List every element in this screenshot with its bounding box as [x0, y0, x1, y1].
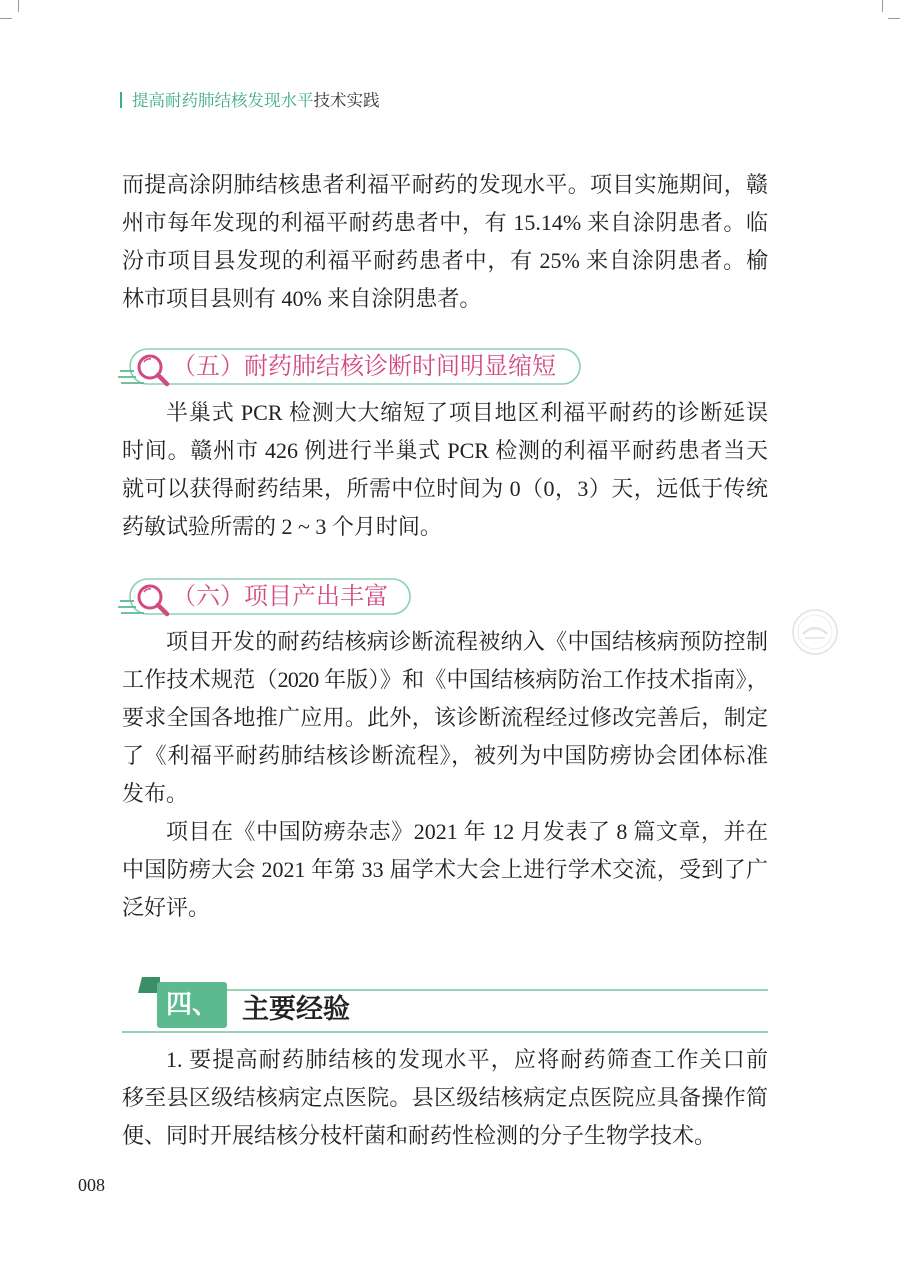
- subheading-title: （六）项目产出丰富: [172, 582, 388, 610]
- crop-mark-top-left-v: [18, 0, 19, 12]
- text-line: 项目开发的耐药结核病诊断流程被纳入《中国结核病预防控制: [166, 629, 768, 654]
- text-line: 时间。赣州市 426 例进行半巢式 PCR 检测的利福平耐药患者当天: [122, 438, 768, 463]
- text-line: 林市项目县则有 40% 来自涂阴患者。: [122, 286, 482, 311]
- running-header: [118, 90, 380, 112]
- header-title-rest: 技术实践: [313, 91, 380, 110]
- header-title-highlight: 提高耐药肺结核发现水平: [132, 91, 314, 110]
- text-line: 州市每年发现的利福平耐药患者中，有 15.14% 来自涂阴患者。临: [122, 210, 768, 235]
- text-line: 便、同时开展结核分枝杆菌和耐药性检测的分子生物学技术。: [122, 1123, 717, 1148]
- text-line: 而提高涂阴肺结核患者利福平耐药的发现水平。项目实施期间，赣: [122, 172, 768, 197]
- text-line: 药敏试验所需的 2 ~ 3 个月时间。: [122, 514, 442, 539]
- text-line: 工作技术规范（2020 年版）》和《中国结核病防治工作技术指南》，: [122, 667, 768, 692]
- subheading-title: （五）耐药肺结核诊断时间明显缩短: [172, 352, 556, 380]
- paragraph: [122, 1041, 768, 1155]
- text-line: 半巢式 PCR 检测大大缩短了项目地区利福平耐药的诊断延误: [166, 400, 768, 425]
- text-line: 移至县区级结核病定点医院。县区级结核病定点医院应具备操作简: [122, 1085, 768, 1110]
- text-line: 中国防痨大会 2021 年第 33 届学术大会上进行学术交流，受到了广: [122, 857, 768, 882]
- section-title: 主要经验: [242, 994, 350, 1025]
- paragraph: [122, 394, 768, 546]
- crop-mark-top-right-v: [882, 0, 883, 12]
- text-line: 发布。: [122, 781, 189, 806]
- text-line: 就可以获得耐药结果，所需中位时间为 0（0，3）天，远低于传统: [122, 476, 768, 501]
- crop-mark-top-left-h: [0, 18, 12, 19]
- magnifier-icon: [118, 586, 167, 614]
- circular-logo-icon: [790, 607, 840, 657]
- header-bar: [120, 92, 122, 108]
- paragraph: [122, 623, 768, 813]
- page-number: 008: [78, 1175, 105, 1195]
- text-line: 汾市项目县发现的利福平耐药患者中，有 25% 来自涂阴患者。榆: [122, 248, 768, 273]
- magnifier-icon: [118, 356, 167, 384]
- text-line: 1. 要提高耐药肺结核的发现水平，应将耐药筛查工作关口前: [166, 1047, 768, 1072]
- text-line: 了《利福平耐药肺结核诊断流程》，被列为中国防痨协会团体标准: [122, 743, 768, 768]
- paragraph: [122, 813, 768, 927]
- text-line: 项目在《中国防痨杂志》2021 年 12 月发表了 8 篇文章，并在: [166, 819, 768, 844]
- text-line: 要求全国各地推广应用。此外，该诊断流程经过修改完善后，制定: [122, 705, 768, 730]
- text-line: 泛好评。: [122, 895, 211, 920]
- paragraph: [122, 166, 768, 318]
- section-number: 四、: [165, 990, 218, 1020]
- crop-mark-top-right-h: [888, 18, 900, 19]
